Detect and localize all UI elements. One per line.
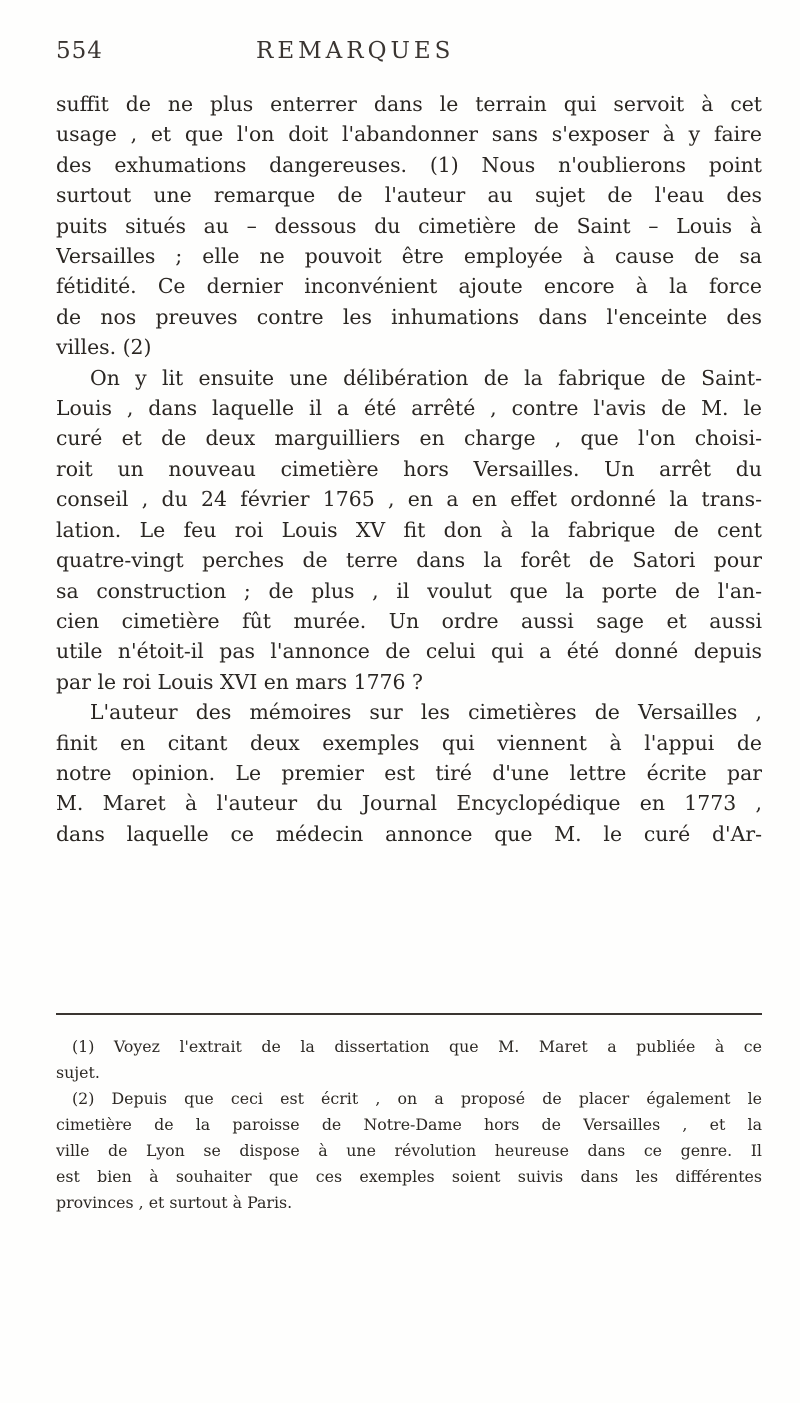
text-line: surtout une remarque de l'auteur au sujet de l'eau des: [56, 183, 762, 208]
running-head: REMARQUES: [256, 38, 455, 64]
text-line: lation. Le feu roi Louis XV fit don à la fabrique de cent: [56, 517, 762, 542]
text-line: curé et de deux marguilliers en charge , que l'on choisi-: [56, 426, 762, 451]
footnote-line: est bien à souhaiter que ces exemples soient suivis dans les différentes: [56, 1167, 762, 1186]
text-line: M. Maret à l'auteur du Journal Encyclopédique en 1773 ,: [56, 791, 762, 816]
footnote-line: (1) Voyez l'extrait de la dissertation que M. Maret a publiée à ce: [72, 1037, 762, 1056]
text-line: dans laquelle ce médecin annonce que M. le curé d'Ar-: [56, 821, 762, 846]
text-line: notre opinion. Le premier est tiré d'une lettre écrite par: [56, 760, 762, 785]
text-line: suffit de ne plus enterrer dans le terrain qui servoit à cet: [56, 92, 762, 116]
footnote-line: cimetière de la paroisse de Notre-Dame hors de Versailles , et la: [56, 1115, 762, 1134]
text-line: de nos preuves contre les inhumations dans l'enceinte des: [56, 304, 762, 329]
page-number: 554: [56, 38, 103, 64]
text-line: finit en citant deux exemples qui viennent à l'appui de: [56, 730, 762, 755]
text-line: des exhumations dangereuses. (1) Nous n'oublierons point: [56, 152, 762, 177]
text-line: fétidité. Ce dernier inconvénient ajoute encore à la force: [56, 274, 762, 299]
text-line: Louis , dans laquelle il a été arrêté , contre l'avis de M. le: [56, 396, 762, 421]
text-line: utile n'étoit-il pas l'annonce de celui qui a été donné depuis: [56, 639, 762, 664]
page-header: [56, 38, 756, 78]
footnote-line: ville de Lyon se dispose à une révolution heureuse dans ce genre. Il: [56, 1141, 762, 1160]
main-text: [56, 89, 762, 849]
footnote-line: (2) Depuis que ceci est écrit , on a proposé de placer également le: [72, 1089, 762, 1108]
text-line: L'auteur des mémoires sur les cimetières de Versailles ,: [90, 700, 762, 725]
text-line: conseil , du 24 février 1765 , en a en effet ordonné la trans-: [56, 487, 762, 512]
footnote-line: sujet.: [56, 1063, 100, 1082]
footnote-line: provinces , et surtout à Paris.: [56, 1193, 293, 1212]
text-line: roit un nouveau cimetière hors Versailles. Un arrêt du: [56, 456, 762, 481]
text-line: quatre-vingt perches de terre dans la forêt de Satori pour: [56, 548, 762, 573]
text-line: cien cimetière fût murée. Un ordre aussi sage et aussi: [56, 608, 762, 633]
text-line: villes. (2): [56, 335, 152, 360]
text-line: puits situés au – dessous du cimetière de Saint – Louis à: [56, 213, 762, 238]
text-line: sa construction ; de plus , il voulut que la porte de l'an-: [56, 578, 762, 603]
text-line: Versailles ; elle ne pouvoit être employée à cause de sa: [56, 244, 762, 269]
text-line: On y lit ensuite une délibération de la fabrique de Saint-: [90, 365, 762, 390]
footnotes: [56, 1034, 762, 1216]
text-line: par le roi Louis XVI en mars 1776 ?: [56, 669, 423, 694]
footnote-separator: [56, 1013, 762, 1015]
text-line: usage , et que l'on doit l'abandonner sans s'exposer à y faire: [56, 122, 762, 147]
